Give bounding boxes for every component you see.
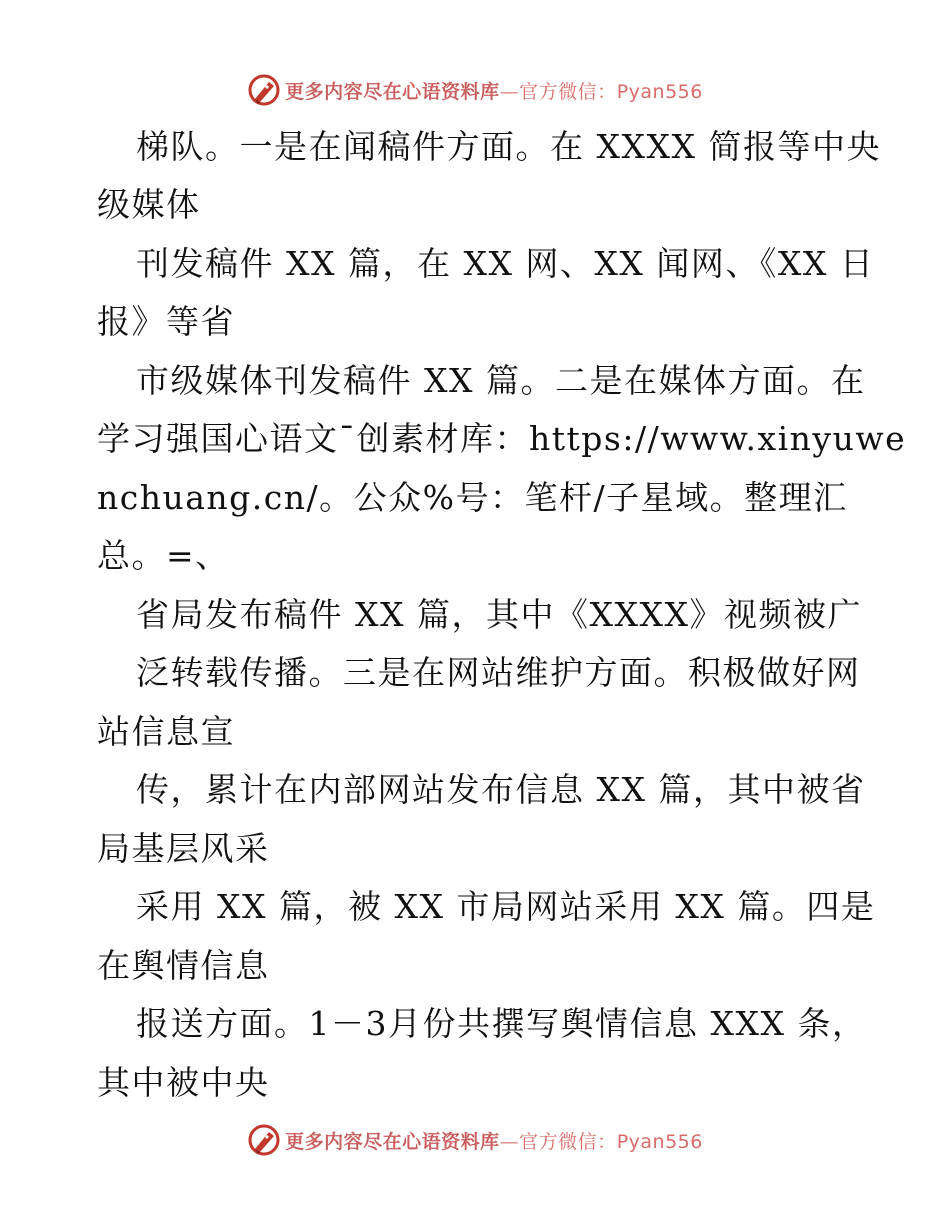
text-line: 市级媒体刊发稿件 XX 篇。二是在媒体方面。在 (136, 361, 866, 400)
header-banner (0, 70, 950, 110)
banner-text (285, 1127, 703, 1154)
footer-banner (0, 1120, 950, 1160)
banner-text (285, 77, 703, 104)
text-line: 刊发稿件 XX 篇，在 XX 网、XX 闻网、《XX 日 (136, 244, 875, 283)
text-line: 报》等省 (97, 302, 235, 341)
banner-separator: — (499, 1130, 520, 1153)
banner-main-text: 更多内容尽在心语资料库 (285, 80, 500, 103)
text-line: 在舆情信息 (97, 946, 270, 985)
text-line: 总。=、 (97, 536, 230, 575)
pen-logo-icon (247, 1123, 281, 1157)
text-line: 省局发布稿件 XX 篇，其中《XXXX》视频被广 (136, 595, 862, 634)
text-line: 采用 XX 篇，被 XX 市局网站采用 XX 篇。四是 (136, 887, 876, 926)
banner-wechat-label: 官方微信： (519, 80, 617, 103)
banner-separator: — (499, 80, 520, 103)
text-line: 局基层风采 (97, 829, 270, 868)
text-line: 站信息宣 (97, 712, 235, 751)
text-line: 泛转载传播。三是在网站维护方面。积极做好网 (136, 653, 861, 692)
text-line: 其中被中央 (97, 1063, 270, 1102)
text-line: 报送方面。1－3月份共撰写舆情信息 XXX 条， (136, 1004, 867, 1043)
text-line: 学习强国心语文¯创素材库：https://www.xinyuwe (97, 419, 907, 458)
banner-wechat-handle: Pyan556 (616, 1130, 703, 1153)
banner-wechat-handle: Pyan556 (616, 80, 703, 103)
text-line: 传，累计在内部网站发布信息 XX 篇，其中被省 (136, 770, 866, 809)
pen-logo-icon (247, 73, 281, 107)
banner-wechat-label: 官方微信： (519, 1130, 617, 1153)
text-line: nchuang.cn/。公众%号：笔杆/子星域。整理汇 (97, 478, 848, 517)
banner-main-text: 更多内容尽在心语资料库 (285, 1130, 500, 1153)
text-line: 级媒体 (97, 185, 201, 224)
text-line: 梯队。一是在闻稿件方面。在 XXXX 简报等中央 (136, 127, 881, 166)
